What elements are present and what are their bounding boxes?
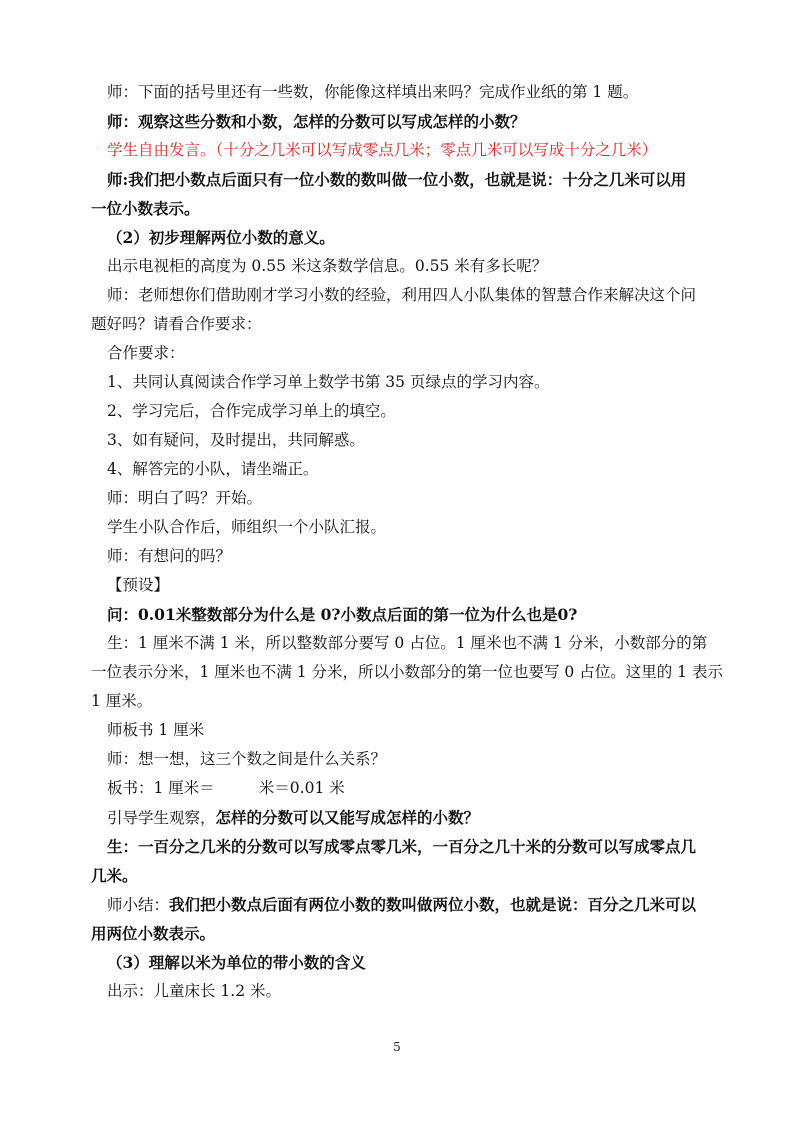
- paragraph: 师：下面的括号里还有一些数，你能像这样填出来吗？完成作业纸的第 1 题。: [107, 83, 639, 101]
- board-suffix: 米＝0.01 米: [258, 779, 345, 797]
- summary-prefix: 师小结：: [107, 896, 170, 914]
- document-body: [91, 78, 723, 1006]
- paragraph: 题好吗？请看合作要求：: [91, 315, 262, 333]
- paragraph: 出示电视柜的高度为 0.55 米这条数学信息。0.55 米有多长呢？: [107, 257, 548, 275]
- paragraph: 出示：儿童床长 1.2 米。: [107, 982, 282, 1000]
- list-item: 2、学习完后，合作完成学习单上的填空。: [107, 402, 396, 420]
- guide-prefix: 引导学生观察，: [107, 809, 216, 827]
- paragraph: 师:我们把小数点后面只有一位小数的数叫做一位小数，也就是说：十分之几米可以用: [107, 170, 687, 189]
- list-item: 1、共同认真阅读合作学习单上数学书第 35 页绿点的学习内容。: [107, 373, 550, 391]
- board-writing: [107, 774, 722, 803]
- paragraph: 师：老师想你们借助刚才学习小数的经验，利用四人小队集体的智慧合作来解决这个问: [107, 286, 697, 304]
- paragraph: 用两位小数表示。: [91, 924, 216, 943]
- list-item: 3、如有疑问，及时提出，共同解惑。: [107, 431, 365, 449]
- paragraph: 师：明白了吗？开始。: [107, 489, 263, 507]
- paragraph: 生：一百分之几米的分数可以写成零点零几米，一百分之几十米的分数可以写成零点几: [107, 837, 697, 856]
- summary-text: 我们把小数点后面有两位小数的数叫做两位小数，也就是说：百分之几米可以: [169, 895, 697, 914]
- guide-question: 怎样的分数可以又能写成怎样的小数？: [215, 808, 480, 827]
- paragraph: 师：观察这些分数和小数，怎样的分数可以写成怎样的小数？: [107, 112, 526, 131]
- paragraph: 师：有想问的吗？: [107, 547, 232, 565]
- paragraph: 师：想一想，这三个数之间是什么关系？: [107, 750, 387, 768]
- paragraph: 一位表示分米，1 厘米也不满 1 分米，所以小数部分的第一位也要写 0 占位。这里的 1 表示: [91, 663, 723, 681]
- paragraph: 合作要求：: [107, 344, 185, 362]
- section-heading: （3）理解以米为单位的带小数的含义: [107, 953, 366, 972]
- section-heading: （2）初步理解两位小数的意义。: [107, 228, 335, 247]
- page-number: 5: [393, 1040, 401, 1054]
- paragraph: 学生小队合作后，师组织一个小队汇报。: [107, 518, 387, 536]
- paragraph: [107, 803, 722, 832]
- paragraph: 问：0.01米整数部分为什么是 0?小数点后面的第一位为什么也是0?: [107, 605, 578, 624]
- paragraph: 【预设】: [107, 576, 170, 594]
- paragraph: 生：1 厘米不满 1 米，所以整数部分要写 0 占位。1 厘米也不满 1 分米，小数部分的第: [107, 634, 708, 652]
- paragraph: 一位小数表示。: [91, 199, 200, 218]
- paragraph: 1 厘米。: [91, 692, 153, 710]
- student-response-red: 学生自由发言。（十分之几米可以写成零点几米；零点几米可以写成十分之几米）: [107, 141, 658, 159]
- paragraph: [107, 890, 722, 919]
- paragraph: 师板书 1 厘米: [107, 721, 205, 739]
- paragraph: 几米。: [91, 866, 138, 885]
- list-item: 4、解答完的小队，请坐端正。: [107, 460, 319, 478]
- board-prefix: 板书：1 厘米＝: [107, 779, 215, 797]
